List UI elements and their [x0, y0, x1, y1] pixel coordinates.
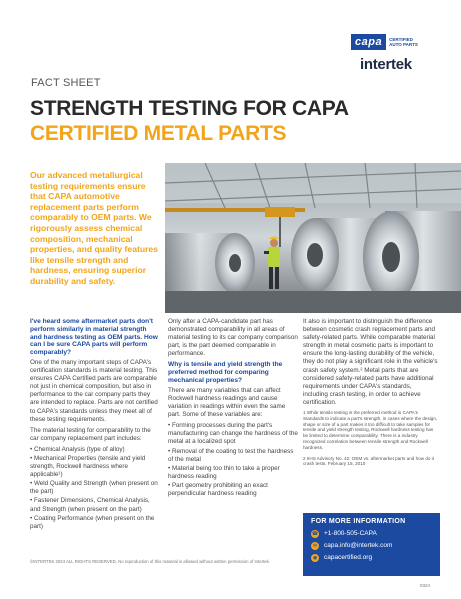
intro-text: Our advanced metallurgical testing requirements ensure that CAPA automotive replacement parts perform comparably to OEM parts. We rigorously assess chemical composition, mechanical properties, and quality features like tensile strength and hardness, ensuring superior durability and safety.	[30, 170, 158, 286]
list-item: • Material being too thin to take a proper hardness reading	[168, 464, 280, 480]
more-info-title: FOR MORE INFORMATION	[311, 518, 406, 525]
capa-logo-subtitle: CERTIFIED AUTO PARTS	[389, 37, 418, 47]
copyright-notice: ©INTERTEK 2024 ALL RIGHTS RESERVED. No reproduction of this material is allowed without written permission of Intertek.	[30, 559, 270, 564]
footnote-1: 1 While tensile testing is the preferred method in CAPA's Standards to indicate a part's strength, in cases where the design, shape or size of a part makes it too difficult to take samples for tensile and yield strength testing, Rockwell hardness testing has be limited to determine comparability. There is a industry recognized correlation between tensile strength and Rockwell hardness.	[303, 410, 438, 450]
paragraph-safety-parts: It also is important to distinguish the difference between cosmetic crash replacement parts and safety-related parts. While comparable material strength in metal cosmetic parts is important to ensure the long-lasting durability of the vehicle, they do not play a significant role in the vehicle's crash safety system.² Metal parts that are considered safety-related parts have additional requirements under CAPA's standards, including crash testing, in order to achieve certification.	[303, 318, 438, 406]
phone-row[interactable]	[311, 529, 432, 538]
intertek-logo: intertek	[360, 56, 412, 73]
email-icon: ✉	[312, 542, 318, 549]
question-tensile-strength: Why is tensile and yield strength the preferred method for comparing mechanical properties?	[168, 361, 283, 385]
list-item: • Mechanical Properties (tensile and yield strength, Rockwell hardness where applicable¹)	[30, 455, 146, 479]
list-item: • Removal of the coating to test the hardness of the metal	[168, 447, 294, 463]
capa-logo	[351, 34, 437, 50]
question-comparability: I've heard some aftermarket parts don't perform similarly in material strength and hardness testing as OEM parts. How can I be sure CAPA parts will perform comparably?	[30, 318, 158, 357]
list-item: • Forming processes during the part's manufacturing can change the hardness of the metal at a localized spot	[168, 422, 298, 446]
capa-logo-word: capa	[351, 34, 386, 50]
warehouse-photo	[165, 163, 461, 313]
page-title-line2: CERTIFIED METAL PARTS	[30, 122, 287, 145]
document-code: 0324	[420, 583, 431, 588]
email-row[interactable]	[311, 541, 432, 550]
list-item: • Coating Performance (when present on the part)	[30, 514, 155, 530]
paragraph-comparability-result: Only after a CAPA-candidate part has demonstrated comparability in all areas of material testing to its car company comparison part, is the part deemed comparable in performance.	[168, 318, 298, 358]
footnote-2: 2 IIHS Advisory No. 42: OEM vs. aftermarket parts and how do it crash tests, February 15, 2010	[303, 455, 434, 467]
list-item: • Chemical Analysis (type of alloy)	[30, 445, 125, 453]
email-link[interactable]: capa.info@intertek.com	[324, 542, 393, 549]
phone-link[interactable]: +1-800-505-CAPA	[324, 530, 377, 537]
paragraph-variables: There are many variables that can affect Rockwell hardness readings and cause variation in readings within even the same part. Some of these variables are:	[168, 386, 286, 419]
list-item: • Fastener Dimensions, Chemical Analysis, and Strength (when present on the part)	[30, 497, 150, 513]
paragraph-testing-includes: The material testing for comparability to the car company replacement part includes:	[30, 426, 151, 442]
fact-sheet-label: FACT SHEET	[31, 77, 101, 89]
page-title-line1: STRENGTH TESTING FOR CAPA	[30, 97, 349, 120]
warehouse-illustration	[165, 163, 461, 313]
more-info-box	[303, 513, 440, 576]
column-3	[303, 318, 438, 472]
list-item: • Part geometry prohibiting an exact perpendicular hardness reading	[168, 481, 268, 497]
phone-icon: ☎	[311, 530, 319, 537]
column-1	[30, 318, 158, 532]
web-row[interactable]	[311, 553, 432, 562]
web-icon: ◉	[312, 554, 318, 561]
paragraph-material-testing: One of the many important steps of CAPA's certification standards is material testing. This ensures CAPA Certified parts are comparable not just in chemical composition, but also in performance to the car company parts they are intended to replace. Parts are not certified to CAPA's standards unless they meet all of these testing requirements.	[30, 358, 158, 423]
list-item: • Weld Quality and Strength (when present on the part)	[30, 480, 158, 496]
column-2	[168, 318, 298, 499]
web-link[interactable]: capacertified.org	[324, 554, 373, 561]
